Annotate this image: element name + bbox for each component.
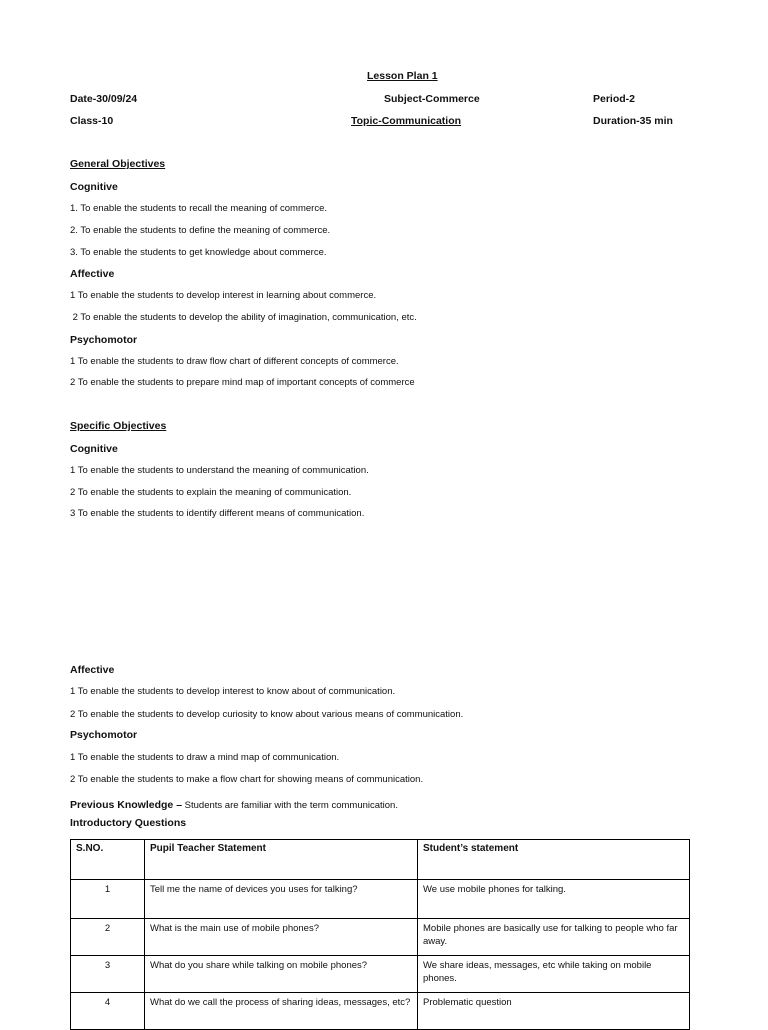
general-psychomotor-item: 2 To enable the students to prepare mind map of important concepts of commerce [70, 377, 415, 388]
table-row [71, 880, 690, 919]
general-objectives-heading: General Objectives [70, 158, 166, 170]
general-affective-item: 2 To enable the students to develop the ability of imagination, communication, etc. [70, 312, 417, 323]
specific-psychomotor-label: Psychomotor [70, 729, 138, 741]
row-sno: 3 [71, 956, 145, 993]
student-statement: We use mobile phones for talking. [418, 880, 690, 919]
previous-knowledge [70, 795, 398, 813]
table-header-row [71, 840, 690, 880]
subject-label: Subject-Commerce [384, 93, 480, 105]
teacher-statement: What do we call the process of sharing ideas, messages, etc? [145, 993, 418, 1030]
column-header-student-statement: Student’s statement [418, 840, 690, 880]
class-label: Class-10 [70, 115, 114, 127]
specific-affective-item: 2 To enable the students to develop curiosity to know about various means of communication. [70, 709, 464, 720]
general-cognitive-item: 3. To enable the students to get knowledge about commerce. [70, 247, 327, 258]
specific-psychomotor-item: 2 To enable the students to make a flow chart for showing means of communication. [70, 774, 424, 785]
duration-label: Duration-35 min [593, 115, 673, 127]
column-header-teacher-statement: Pupil Teacher Statement [145, 840, 418, 880]
previous-knowledge-label: Previous Knowledge – [70, 799, 183, 811]
specific-objectives-heading: Specific Objectives [70, 420, 167, 432]
previous-knowledge-text: Students are familiar with the term communication. [182, 800, 398, 811]
date-label: Date-30/09/24 [70, 93, 138, 105]
general-cognitive-label: Cognitive [70, 181, 118, 193]
period-label: Period-2 [593, 93, 636, 105]
table-row [71, 919, 690, 956]
general-cognitive-item: 2. To enable the students to define the meaning of commerce. [70, 225, 331, 236]
teacher-statement: Tell me the name of devices you uses for talking? [145, 880, 418, 919]
specific-cognitive-item: 2 To enable the students to explain the meaning of communication. [70, 487, 352, 498]
student-statement: We share ideas, messages, etc while taking on mobile phones. [418, 956, 690, 993]
specific-cognitive-label: Cognitive [70, 443, 118, 455]
row-sno: 1 [71, 880, 145, 919]
specific-affective-item: 1 To enable the students to develop interest to know about of communication. [70, 686, 396, 697]
lesson-title: Lesson Plan 1 [367, 70, 438, 82]
row-sno: 2 [71, 919, 145, 956]
table-row [71, 956, 690, 993]
column-header-sno: S.NO. [71, 840, 145, 880]
specific-cognitive-item: 3 To enable the students to identify different means of communication. [70, 508, 365, 519]
student-statement: Mobile phones are basically use for talking to people who far away. [418, 919, 690, 956]
general-psychomotor-label: Psychomotor [70, 334, 138, 346]
specific-cognitive-item: 1 To enable the students to understand the meaning of communication. [70, 465, 369, 476]
topic-label: Topic-Communication [351, 115, 462, 127]
general-affective-label: Affective [70, 268, 115, 280]
specific-psychomotor-item: 1 To enable the students to draw a mind map of communication. [70, 752, 340, 763]
student-statement: Problematic question [418, 993, 690, 1030]
teacher-statement: What do you share while talking on mobile phones? [145, 956, 418, 993]
teacher-statement: What is the main use of mobile phones? [145, 919, 418, 956]
introductory-questions-table [70, 839, 690, 1030]
general-cognitive-item: 1. To enable the students to recall the meaning of commerce. [70, 203, 328, 214]
specific-affective-label: Affective [70, 664, 115, 676]
general-psychomotor-item: 1 To enable the students to draw flow chart of different concepts of commerce. [70, 356, 399, 367]
row-sno: 4 [71, 993, 145, 1030]
introductory-questions-heading: Introductory Questions [70, 817, 187, 829]
general-affective-item: 1 To enable the students to develop interest in learning about commerce. [70, 290, 377, 301]
